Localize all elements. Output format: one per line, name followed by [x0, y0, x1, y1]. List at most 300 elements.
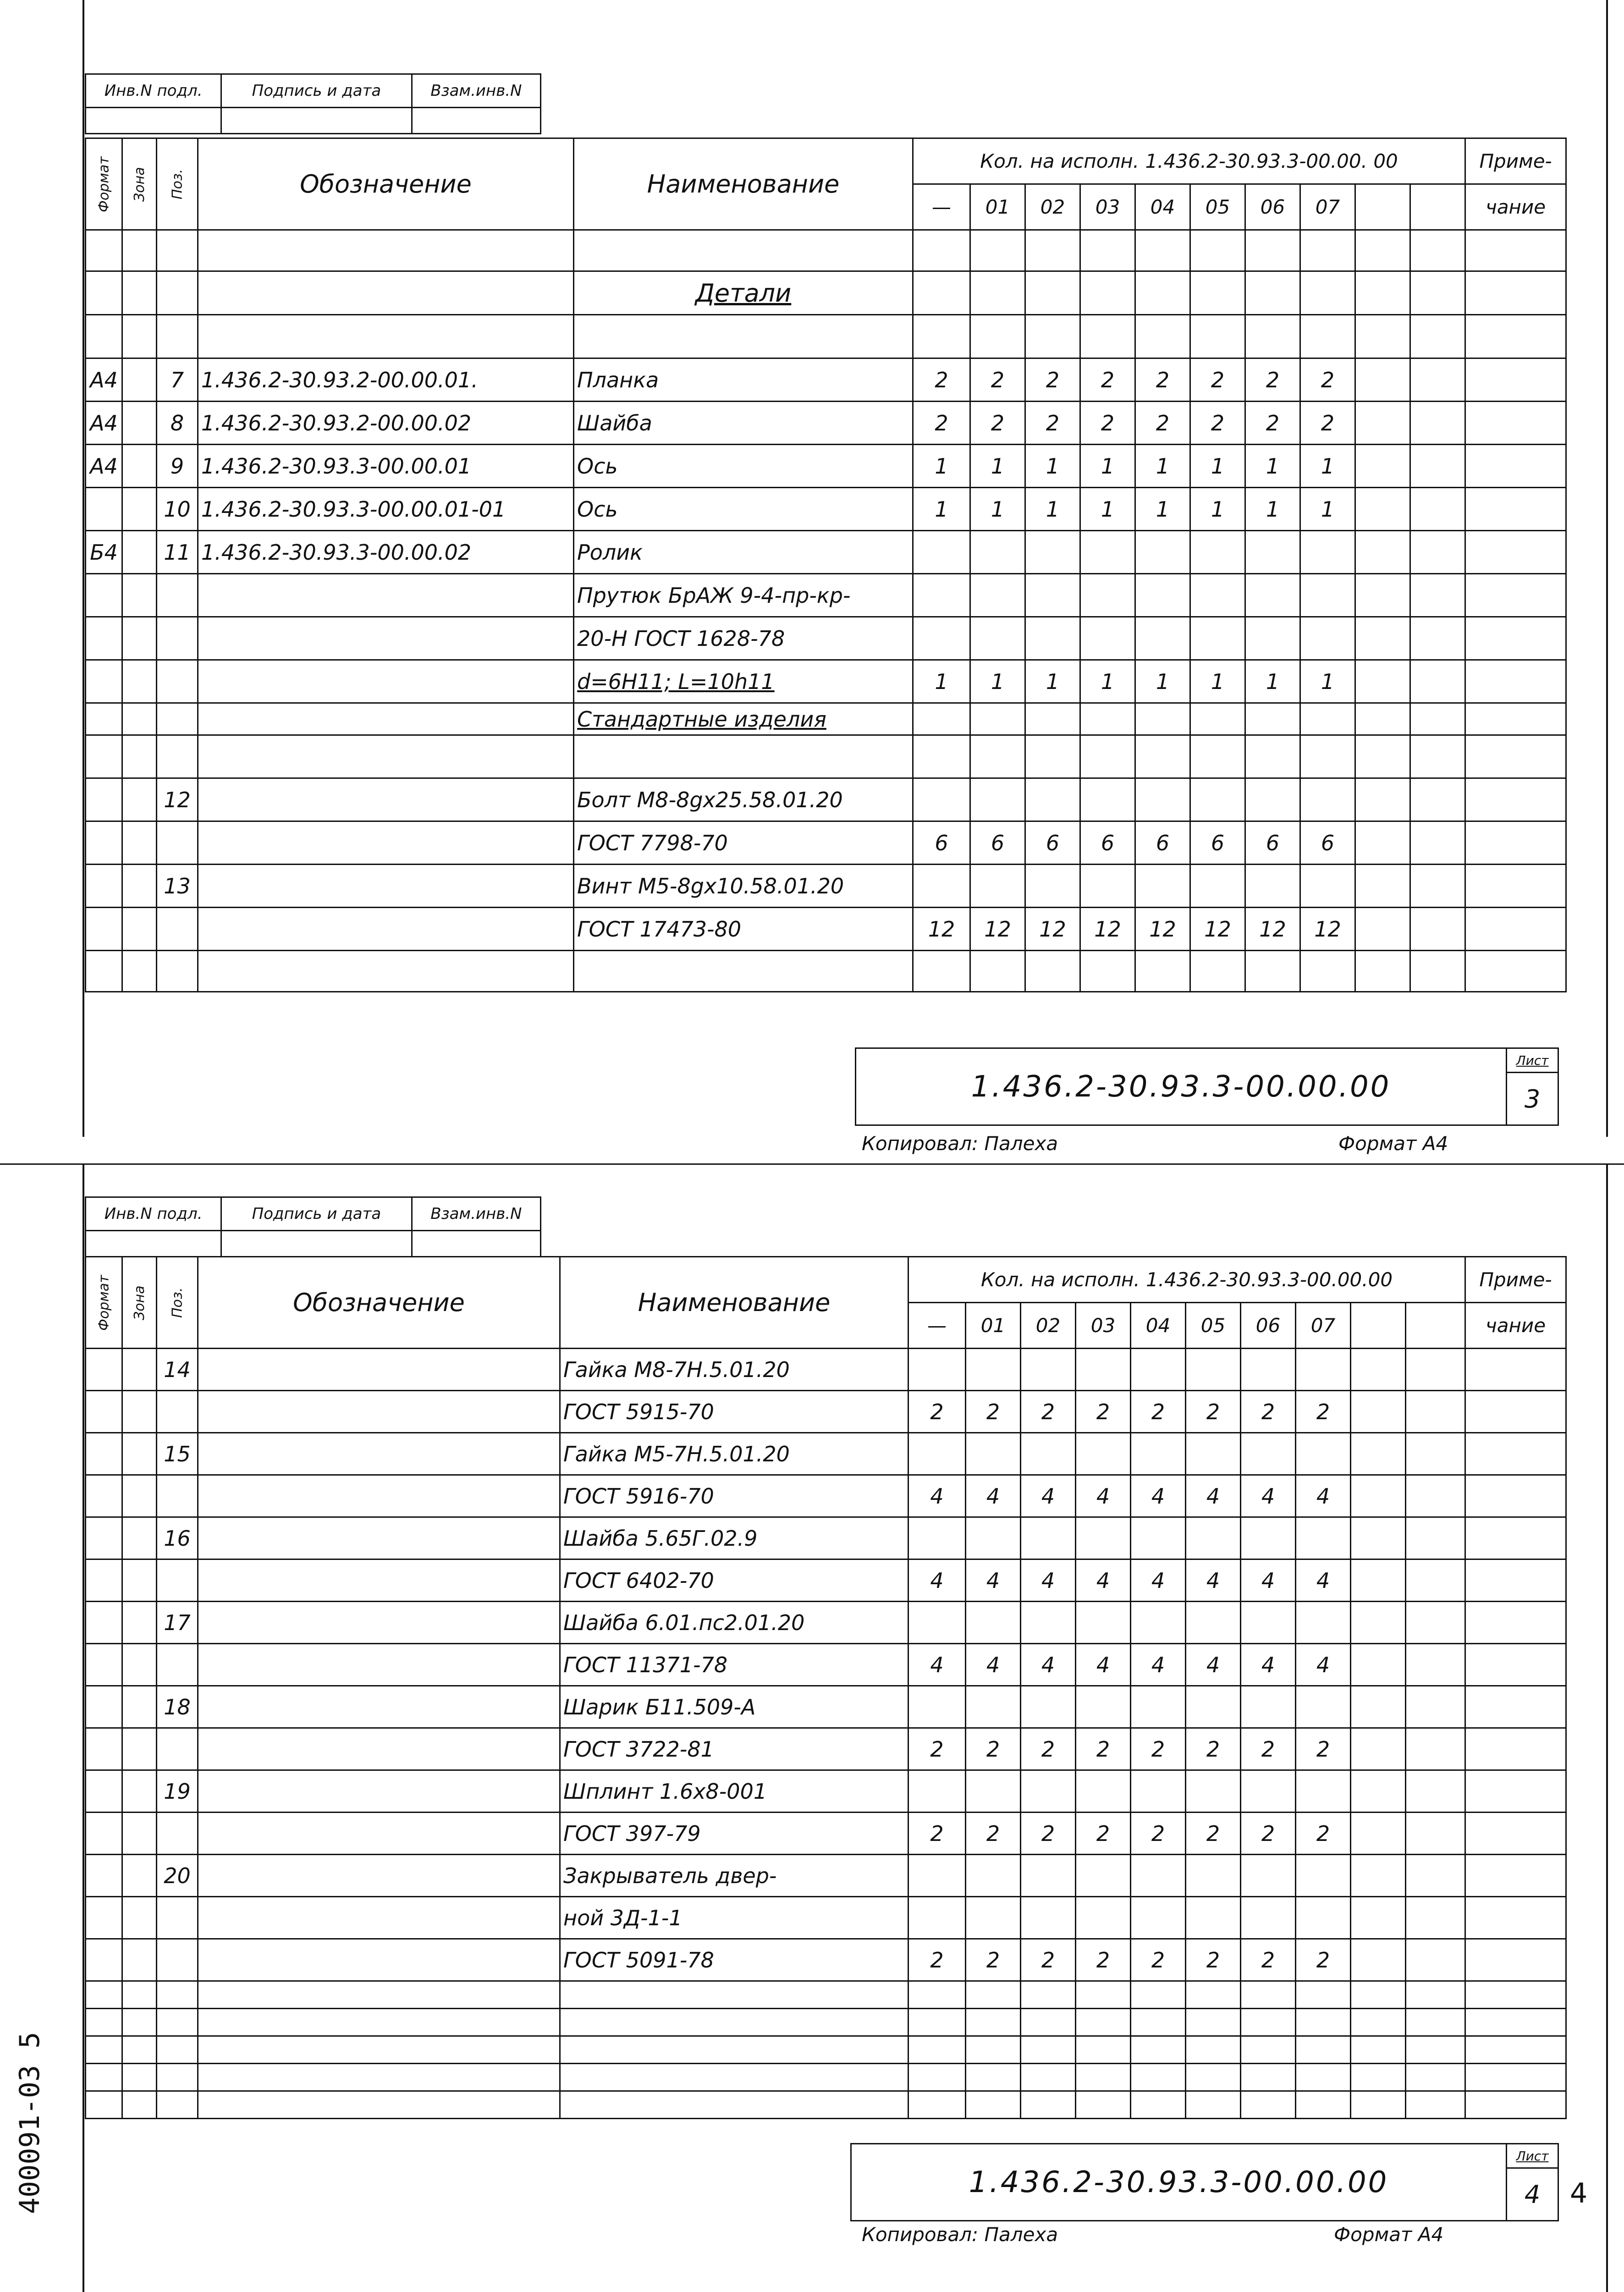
- col-format: Формат: [86, 1257, 122, 1349]
- empty-cell: [86, 951, 122, 992]
- note-cell: [1465, 821, 1566, 865]
- empty-cell: [86, 315, 122, 358]
- blank-row: [86, 2036, 1566, 2064]
- empty-cell: [1025, 271, 1080, 315]
- qty-cell: 1: [1080, 445, 1135, 488]
- name-cell: ГОСТ 3722-81: [560, 1728, 908, 1770]
- note-cell: [1465, 1813, 1566, 1855]
- pos-cell: [157, 1391, 198, 1433]
- empty-cell: [1351, 1559, 1406, 1602]
- table-row: [86, 1770, 1566, 1813]
- qty-cell: 1: [1025, 488, 1080, 531]
- empty-cell: [1351, 1897, 1406, 1939]
- qty-cell: 2: [1296, 1728, 1351, 1770]
- blank-row: [86, 230, 1566, 271]
- qty-cell: [1076, 1602, 1131, 1644]
- empty-cell: [157, 2091, 198, 2119]
- empty-cell: [1021, 1981, 1076, 2009]
- name-cell: ГОСТ 7798-70: [574, 821, 913, 865]
- qty-cell: 2: [1245, 402, 1300, 445]
- empty-cell: [86, 271, 122, 315]
- qty-cell: 12: [913, 908, 970, 951]
- qty-cell: [1021, 1686, 1076, 1728]
- name-cell: Шайба: [574, 402, 913, 445]
- empty-cell: [157, 951, 198, 992]
- qty-cell: [1021, 1897, 1076, 1939]
- qty-cell: [1080, 531, 1135, 574]
- qty-cell: [1186, 1770, 1241, 1813]
- note-cell: [1465, 358, 1566, 402]
- qty-cell: 1: [1245, 445, 1300, 488]
- name-cell: Ось: [574, 445, 913, 488]
- designation-cell: [198, 1939, 560, 1981]
- pos-cell: [157, 821, 198, 865]
- qty-cell: 2: [1300, 402, 1355, 445]
- qty-cell: 1: [1190, 660, 1245, 703]
- qty-cell: 6: [1245, 821, 1300, 865]
- table-row: [86, 1433, 1566, 1475]
- note-cell: [1465, 1433, 1566, 1475]
- pos-cell: [157, 574, 198, 617]
- empty-cell: [1135, 230, 1190, 271]
- qty-cell: 4: [1296, 1559, 1351, 1602]
- qty-cell: [1190, 778, 1245, 821]
- designation-cell: [198, 1391, 560, 1433]
- empty-cell: [122, 1897, 157, 1939]
- table-row: [86, 1939, 1566, 1981]
- qty-cell: 12: [1245, 908, 1300, 951]
- qty-cell: 4: [1186, 1644, 1241, 1686]
- pos-cell: 9: [157, 445, 198, 488]
- empty-cell: [1410, 531, 1465, 574]
- empty-cell: [1410, 358, 1465, 402]
- qty-cell: [1245, 574, 1300, 617]
- qty-cell: [1186, 1433, 1241, 1475]
- empty-cell: [86, 1391, 122, 1433]
- note-cell: [1465, 488, 1566, 531]
- empty-cell: [86, 1855, 122, 1897]
- qty-cell: [1186, 1897, 1241, 1939]
- variant-cell: 07: [1300, 184, 1355, 230]
- note-cell: [1465, 1939, 1566, 1981]
- empty-cell: [1351, 1770, 1406, 1813]
- variant-cell: 05: [1186, 1303, 1241, 1349]
- format-cell: А4: [86, 358, 122, 402]
- qty-cell: [1245, 531, 1300, 574]
- qty-cell: [1296, 1897, 1351, 1939]
- empty-cell: [1406, 1433, 1465, 1475]
- table-row: [86, 402, 1566, 445]
- qty-cell: 2: [966, 1813, 1021, 1855]
- name-cell: ГОСТ 11371-78: [560, 1644, 908, 1686]
- note-cell: [1465, 531, 1566, 574]
- qty-cell: 2: [1135, 402, 1190, 445]
- qty-cell: [1245, 735, 1300, 778]
- qty-cell: [1300, 617, 1355, 660]
- qty-cell: 4: [908, 1644, 966, 1686]
- pos-cell: 16: [157, 1517, 198, 1559]
- empty-cell: [1190, 271, 1245, 315]
- table-row: [86, 1559, 1566, 1602]
- qty-cell: [1300, 735, 1355, 778]
- qty-cell: [1241, 1517, 1296, 1559]
- qty-cell: [1025, 617, 1080, 660]
- qty-cell: [1021, 1349, 1076, 1391]
- empty-cell: [122, 951, 157, 992]
- variant-cell: 04: [1135, 184, 1190, 230]
- qty-cell: [966, 1349, 1021, 1391]
- table-row: [86, 1855, 1566, 1897]
- qty-cell: 6: [1025, 821, 1080, 865]
- name-cell: Прутюк БрАЖ 9-4-пр-кр-: [574, 574, 913, 617]
- variant-cell: —: [908, 1303, 966, 1349]
- empty-cell: [1021, 2036, 1076, 2064]
- empty-cell: [86, 1939, 122, 1981]
- variant-cell: —: [913, 184, 970, 230]
- zone-cell: [122, 617, 157, 660]
- empty-cell: [1351, 1602, 1406, 1644]
- qty-cell: [1241, 1897, 1296, 1939]
- qty-cell: [970, 531, 1025, 574]
- pos-cell: [157, 735, 198, 778]
- designation-cell: [198, 1475, 560, 1517]
- qty-cell: 2: [1186, 1939, 1241, 1981]
- empty-cell: [198, 2091, 560, 2119]
- note-cell: [1465, 617, 1566, 660]
- empty-cell: [1355, 358, 1410, 402]
- format-cell: [86, 574, 122, 617]
- empty-cell: [122, 1602, 157, 1644]
- empty-cell: [1135, 951, 1190, 992]
- qty-cell: [1076, 1770, 1131, 1813]
- empty-cell: [157, 1981, 198, 2009]
- empty-cell: [1355, 574, 1410, 617]
- pos-cell: 10: [157, 488, 198, 531]
- qty-cell: [1135, 531, 1190, 574]
- qty-cell: 4: [1021, 1475, 1076, 1517]
- qty-cell: 4: [1021, 1559, 1076, 1602]
- empty-cell: [908, 2064, 966, 2091]
- qty-cell: 12: [1190, 908, 1245, 951]
- empty-cell: [1465, 2009, 1566, 2036]
- empty-cell: [1131, 2064, 1186, 2091]
- qty-cell: 2: [966, 1939, 1021, 1981]
- name-cell: Закрыватель двер-: [560, 1855, 908, 1897]
- empty-cell: [122, 1433, 157, 1475]
- empty-cell: [157, 2036, 198, 2064]
- name-cell: Шайба 6.01.пс2.01.20: [560, 1602, 908, 1644]
- name-cell: Шплинт 1.6x8-001: [560, 1770, 908, 1813]
- qty-cell: [1076, 1349, 1131, 1391]
- empty-cell: [1355, 230, 1410, 271]
- qty-cell: 12: [1025, 908, 1080, 951]
- empty-cell: [1190, 315, 1245, 358]
- designation-cell: [198, 778, 574, 821]
- qty-cell: [1241, 1770, 1296, 1813]
- approval-header: [85, 1196, 541, 1231]
- col-name: Наименование: [574, 138, 913, 230]
- section-title-standard: Стандартные изделия: [574, 703, 913, 735]
- qty-cell: 2: [1296, 1813, 1351, 1855]
- qty-cell: [1131, 1897, 1186, 1939]
- empty-cell: [1076, 2064, 1131, 2091]
- qty-cell: 2: [966, 1391, 1021, 1433]
- pos-cell: 8: [157, 402, 198, 445]
- qty-cell: [966, 1433, 1021, 1475]
- designation-cell: [198, 1813, 560, 1855]
- table-row: [86, 1602, 1566, 1644]
- empty-cell: [1465, 271, 1566, 315]
- qty-cell: 1: [913, 445, 970, 488]
- qty-cell: 4: [966, 1559, 1021, 1602]
- qty-cell: [1241, 1686, 1296, 1728]
- empty-cell: [1410, 821, 1465, 865]
- qty-cell: 1: [1245, 660, 1300, 703]
- qty-cell: 2: [913, 402, 970, 445]
- empty-cell: [86, 865, 122, 908]
- empty-cell: [1406, 1897, 1465, 1939]
- designation-cell: 1.436.2-30.93.3-00.00.01-01: [198, 488, 574, 531]
- empty-cell: [122, 1813, 157, 1855]
- qty-cell: 2: [908, 1939, 966, 1981]
- qty-cell: [1190, 531, 1245, 574]
- empty-cell: [122, 1517, 157, 1559]
- empty-cell: [1410, 951, 1465, 992]
- qty-cell: 2: [1186, 1391, 1241, 1433]
- table-row: [86, 1644, 1566, 1686]
- variant-cell: 03: [1076, 1303, 1131, 1349]
- designation-cell: [198, 1559, 560, 1602]
- empty-cell: [1351, 1813, 1406, 1855]
- inv-label: Инв.N подл.: [86, 1198, 222, 1230]
- empty-cell: [1410, 574, 1465, 617]
- section-title-parts: Детали: [574, 271, 913, 315]
- pos-cell: 20: [157, 1855, 198, 1897]
- empty-cell: [1410, 865, 1465, 908]
- empty-cell: [560, 1981, 908, 2009]
- empty-cell: [913, 315, 970, 358]
- qty-cell: [966, 1855, 1021, 1897]
- note-cell: [1465, 1686, 1566, 1728]
- name-cell: Планка: [574, 358, 913, 402]
- empty-cell: [1351, 1939, 1406, 1981]
- name-cell: Ось: [574, 488, 913, 531]
- empty-cell: [1406, 1939, 1465, 1981]
- qty-cell: [1135, 735, 1190, 778]
- blank-row: [86, 951, 1566, 992]
- qty-cell: 2: [908, 1391, 966, 1433]
- qty-cell: [1245, 865, 1300, 908]
- qty-cell: [1296, 1770, 1351, 1813]
- col-name: Наименование: [560, 1257, 908, 1349]
- qty-cell: [970, 865, 1025, 908]
- empty-cell: [1190, 703, 1245, 735]
- qty-cell: 1: [1300, 488, 1355, 531]
- qty-cell: [970, 574, 1025, 617]
- empty-cell: [1406, 1686, 1465, 1728]
- qty-cell: 4: [1021, 1644, 1076, 1686]
- empty-cell: [1300, 230, 1355, 271]
- qty-cell: [913, 735, 970, 778]
- empty-cell: [198, 230, 574, 271]
- qty-cell: [1186, 1349, 1241, 1391]
- empty-cell: [198, 951, 574, 992]
- pos-cell: 11: [157, 531, 198, 574]
- zone-cell: [122, 358, 157, 402]
- table-row: [86, 908, 1566, 951]
- table-row: [86, 1349, 1566, 1391]
- empty-cell: [122, 778, 157, 821]
- qty-cell: 2: [1241, 1391, 1296, 1433]
- table-row: [86, 821, 1566, 865]
- qty-cell: 1: [1025, 445, 1080, 488]
- empty-cell: [970, 951, 1025, 992]
- document-code: 1.436.2-30.93.3-00.00.00: [971, 1069, 1391, 1104]
- qty-cell: [1025, 865, 1080, 908]
- qty-cell: 1: [1190, 445, 1245, 488]
- qty-cell: [1080, 617, 1135, 660]
- empty-cell: [1355, 908, 1410, 951]
- empty-cell: [86, 778, 122, 821]
- qty-cell: [908, 1686, 966, 1728]
- empty-cell: [1300, 703, 1355, 735]
- qty-cell: 4: [1076, 1559, 1131, 1602]
- empty-cell: [1406, 2091, 1465, 2119]
- qty-cell: [1076, 1517, 1131, 1559]
- empty-cell: [1300, 951, 1355, 992]
- empty-cell: [1410, 617, 1465, 660]
- table-row: [86, 531, 1566, 574]
- designation-cell: [198, 617, 574, 660]
- empty-cell: [1186, 2091, 1241, 2119]
- col-designation: Обозначение: [198, 1257, 560, 1349]
- qty-cell: 1: [913, 488, 970, 531]
- empty-cell: [1241, 2036, 1296, 2064]
- qty-cell: [913, 865, 970, 908]
- approval-header-fields: [85, 105, 541, 134]
- empty-cell: [86, 230, 122, 271]
- qty-cell: 2: [1021, 1813, 1076, 1855]
- pos-cell: [157, 1475, 198, 1517]
- qty-cell: 4: [908, 1475, 966, 1517]
- empty-cell: [913, 271, 970, 315]
- empty-cell: [122, 230, 157, 271]
- empty-cell: [1186, 2009, 1241, 2036]
- empty-cell: [157, 2064, 198, 2091]
- empty-cell: [966, 2064, 1021, 2091]
- qty-cell: 2: [1186, 1813, 1241, 1855]
- table-row: [86, 1391, 1566, 1433]
- empty-cell: [198, 2064, 560, 2091]
- note-cell: [1465, 660, 1566, 703]
- empty-cell: [122, 271, 157, 315]
- empty-cell: [1245, 271, 1300, 315]
- empty-cell: [1351, 1855, 1406, 1897]
- copied-by: Копировал: Палеха: [862, 1132, 1058, 1155]
- empty-cell: [1410, 445, 1465, 488]
- designation-cell: [198, 574, 574, 617]
- empty-cell: [1351, 1728, 1406, 1770]
- col-pos: Поз.: [157, 1257, 198, 1349]
- format-cell: А4: [86, 402, 122, 445]
- empty-cell: [574, 230, 913, 271]
- empty-cell: [1410, 315, 1465, 358]
- qty-cell: [1131, 1433, 1186, 1475]
- empty-cell: [1021, 2091, 1076, 2119]
- qty-cell: [966, 1602, 1021, 1644]
- empty-cell: [970, 271, 1025, 315]
- empty-cell: [1355, 315, 1410, 358]
- qty-cell: 2: [1021, 1728, 1076, 1770]
- empty-cell: [1465, 2036, 1566, 2064]
- qty-cell: [1131, 1517, 1186, 1559]
- table-row: [86, 1475, 1566, 1517]
- empty-cell: [1080, 315, 1135, 358]
- empty-cell: [1135, 271, 1190, 315]
- empty-cell: [1355, 703, 1410, 735]
- qty-cell: [1025, 778, 1080, 821]
- qty-cell: 4: [1241, 1644, 1296, 1686]
- empty-cell: [122, 315, 157, 358]
- empty-cell: [1355, 488, 1410, 531]
- empty-cell: [122, 1686, 157, 1728]
- empty-cell: [908, 1981, 966, 2009]
- empty-cell: [86, 2091, 122, 2119]
- empty-cell: [1186, 2064, 1241, 2091]
- qty-cell: 4: [966, 1475, 1021, 1517]
- empty-cell: [1351, 1686, 1406, 1728]
- name-cell: Шайба 5.65Г.02.9: [560, 1517, 908, 1559]
- qty-cell: 1: [970, 445, 1025, 488]
- empty-cell: [1406, 1981, 1465, 2009]
- col-qty-title: Кол. на исполн. 1.436.2-30.93.3-00.00.00: [908, 1257, 1465, 1303]
- format-cell: [86, 488, 122, 531]
- name-cell: 20-Н ГОСТ 1628-78: [574, 617, 913, 660]
- specification-table: [85, 1256, 1567, 2119]
- qty-cell: 4: [1241, 1475, 1296, 1517]
- empty-cell: [560, 2091, 908, 2119]
- qty-cell: 12: [1135, 908, 1190, 951]
- designation-cell: [198, 1897, 560, 1939]
- archive-code: 400091-03 5: [14, 2032, 46, 2214]
- empty-cell: [1355, 531, 1410, 574]
- empty-cell: [560, 2009, 908, 2036]
- empty-cell: [86, 1433, 122, 1475]
- specification-table: [85, 138, 1567, 992]
- qty-cell: [966, 1897, 1021, 1939]
- table-row: [86, 358, 1566, 402]
- empty-cell: [86, 821, 122, 865]
- empty-cell: [1241, 2009, 1296, 2036]
- name-cell: ГОСТ 5091-78: [560, 1939, 908, 1981]
- note-cell: [1465, 1728, 1566, 1770]
- empty-cell: [1351, 2009, 1406, 2036]
- empty-cell: [1076, 2036, 1131, 2064]
- empty-cell: [1465, 230, 1566, 271]
- signature-label: Подпись и дата: [222, 1198, 412, 1230]
- empty-cell: [1410, 660, 1465, 703]
- empty-cell: [198, 315, 574, 358]
- qty-cell: [908, 1770, 966, 1813]
- empty-cell: [1076, 1981, 1131, 2009]
- empty-cell: [122, 1559, 157, 1602]
- designation-cell: [198, 1602, 560, 1644]
- pos-cell: 12: [157, 778, 198, 821]
- empty-cell: [122, 2091, 157, 2119]
- qty-cell: 1: [1135, 445, 1190, 488]
- qty-cell: [1190, 865, 1245, 908]
- empty-cell: [198, 2036, 560, 2064]
